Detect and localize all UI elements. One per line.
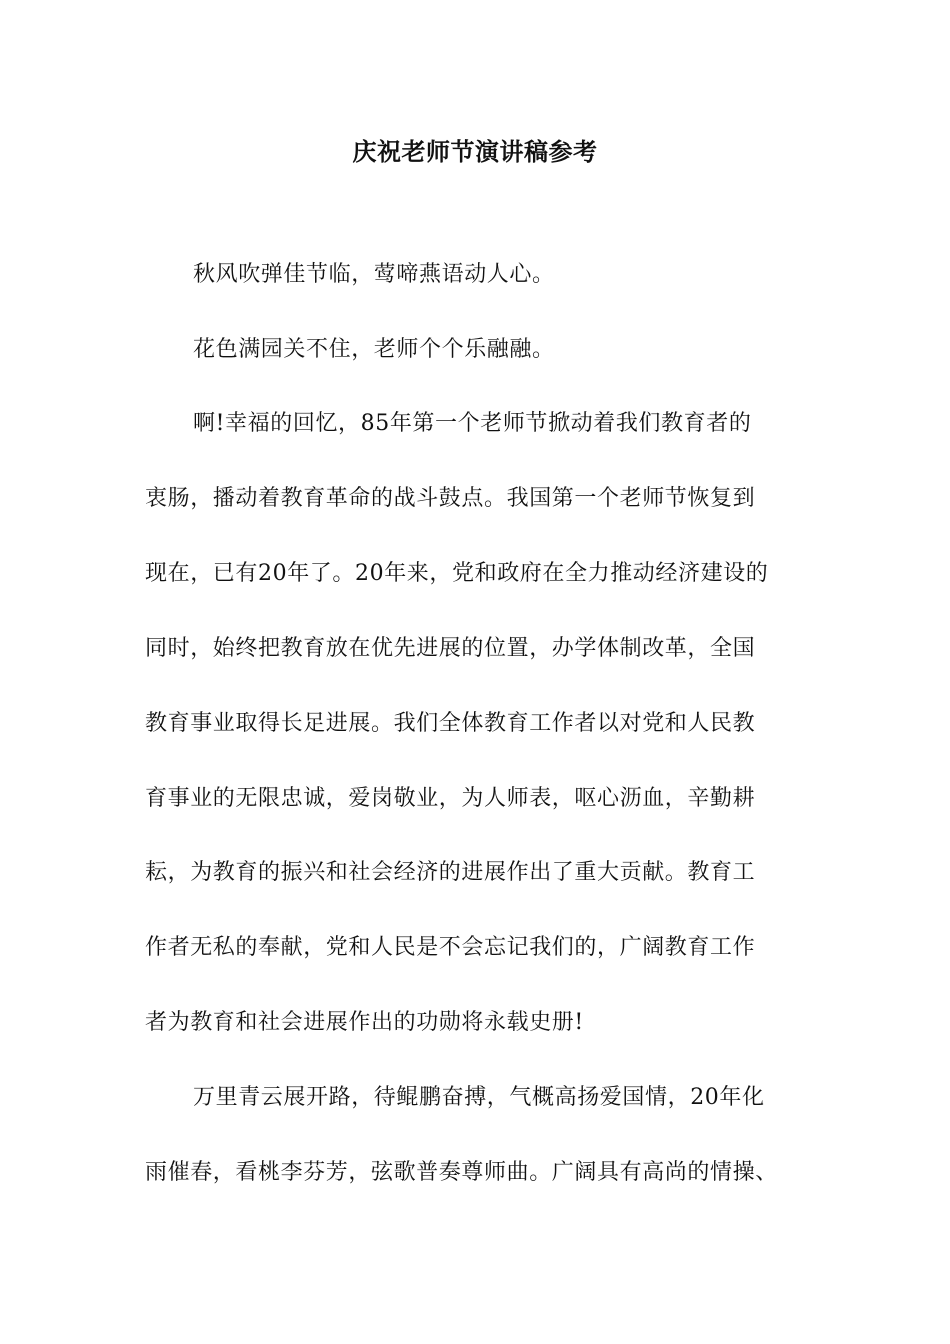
document-title: 庆祝老师节演讲稿参考 xyxy=(352,137,598,166)
poem-line: 秋风吹弹佳节临，莺啼燕语动人心。 xyxy=(193,262,555,287)
paragraph-line: 万里青云展开路，待鲲鹏奋搏，气概高扬爱国情，20年化 xyxy=(193,1085,765,1110)
paragraph-line: 耘，为教育的振兴和社会经济的进展作出了重大贡献。教育工 xyxy=(145,860,756,885)
paragraph-line: 同时，始终把教育放在优先进展的位置，办学体制改革，全国 xyxy=(145,636,756,661)
paragraph-line: 育事业的无限忠诚，爱岗敬业，为人师表，呕心沥血，辛勤耕 xyxy=(145,786,756,811)
poem-line: 花色满园关不住，老师个个乐融融。 xyxy=(193,337,555,362)
paragraph-line: 现在，已有20年了。20年来，党和政府在全力推动经济建设的 xyxy=(145,561,769,586)
paragraph-line: 者为教育和社会进展作出的功勋将永载史册! xyxy=(145,1010,584,1035)
paragraph-line: 雨催春，看桃李芬芳，弦歌普奏尊师曲。广阔具有高尚的情操、 xyxy=(145,1160,778,1185)
paragraph-line: 啊!幸福的回忆，85年第一个老师节掀动着我们教育者的 xyxy=(193,411,752,436)
paragraph-line: 教育事业取得长足进展。我们全体教育工作者以对党和人民教 xyxy=(145,711,756,736)
paragraph-line: 衷肠，播动着教育革命的战斗鼓点。我国第一个老师节恢复到 xyxy=(145,486,756,511)
paragraph-line: 作者无私的奉献，党和人民是不会忘记我们的，广阔教育工作 xyxy=(145,935,756,960)
